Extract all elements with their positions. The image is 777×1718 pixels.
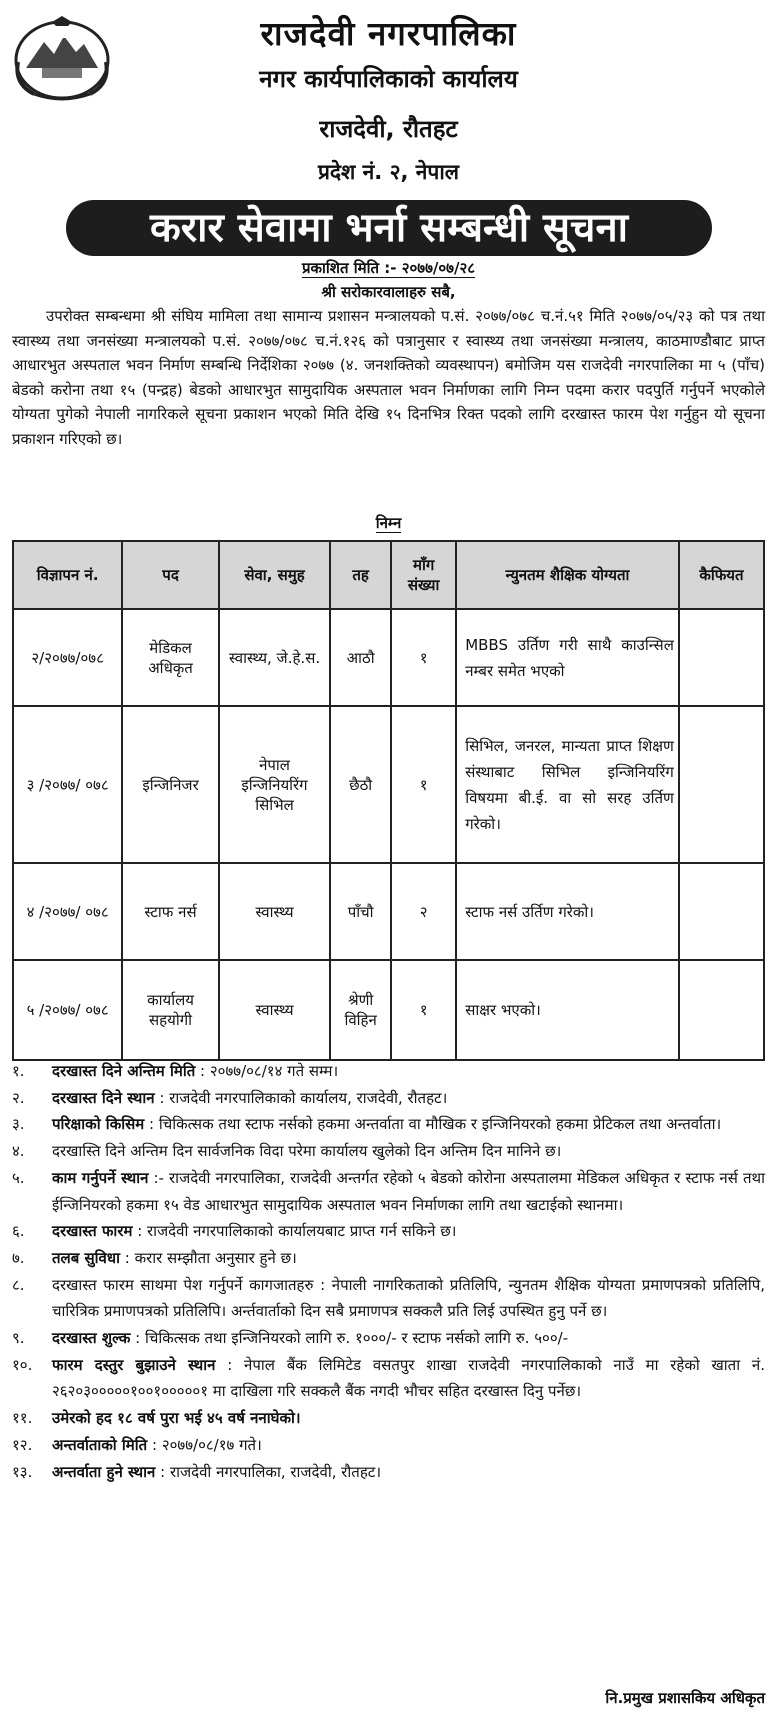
item-text: : २०७७/०८/१४ गते सम्म।: [200, 1062, 339, 1080]
cell-ad-no: ३ /२०७७/ ०७८: [13, 706, 122, 863]
list-item: [12, 1058, 765, 1085]
cell-service-group: नेपाल इन्जिनियरिंग सिभिल: [219, 706, 330, 863]
item-number: ६.: [12, 1222, 25, 1241]
header-ad-no: विज्ञापन नं.: [13, 541, 122, 609]
cell-remarks: [679, 706, 764, 863]
item-number: ८.: [12, 1275, 25, 1294]
cell-min-qualification: स्टाफ नर्स उर्तिण गरेको।: [456, 863, 679, 960]
cell-remarks: [679, 863, 764, 960]
conditions-list: [12, 1058, 765, 1485]
intro-paragraph: उपरोक्त सम्बन्धमा श्री संघिय मामिला तथा सामान्य प्रशासन मन्त्रालयको प.सं. २०७७/०७८ च.नं.५१ मिति २०७७/०५/२३ को पत्र तथा स्वास्थ्य तथा जनसंख्या मन्त्रालयको प.सं. २०७७/०७८ च.नं.१२६ को पत्रानुसार र स्वास्थ्य तथा जनसंख्या मन्त्रालय, काठमाण्डौबाट प्राप्त आधारभुत अस्पताल भवन निर्माण सम्बन्धि निर्देशिका २०७७ (४. जनशक्तिको व्यवस्थापन) बमोजिम यस राजदेवी नगरपालिका मा ५ (पाँच) बेडको करोना तथा १५ (पन्द्रह) बेडको आधारभुत सामुदायिक अस्पताल भवन निर्माणका लागि निम्न पदमा करार पदपुर्ति गर्नुपर्ने भएकोले योग्यता पुगेको नेपाली नागरिकले सूचना प्रकाशन भएको मिति देखि १५ दिनभित्र रिक्त पदको लागि दरखास्त फारम पेश गर्नुहुन यो सूचना प्रकाशन गरिएको छ।: [12, 307, 765, 448]
table-header-row: [13, 541, 764, 609]
list-item: [12, 1405, 765, 1432]
item-label: दरखास्त दिने स्थान: [52, 1088, 155, 1107]
item-text: दरखास्त फारम साथमा पेश गर्नुपर्ने कागजातहरु : नेपाली नागरिकताको प्रतिलिपि, न्युनतम शैक्षिक योग्यता प्रमाणपत्रको प्रतिलिपि, चारित्रिक प्रमाणपत्रको प्रतिलिपि। अर्न्तवार्ताको दिन सबै प्रमाणपत्र सक्कलै प्रति लिई उपस्थित हुनु पर्ने छ।: [52, 1275, 765, 1321]
item-number: ७.: [12, 1248, 25, 1267]
item-label: अन्तर्वाताको मिति: [52, 1435, 148, 1454]
cell-level: छैठौ: [330, 706, 391, 863]
item-text: : २०७७/०८/१७ गते।: [152, 1435, 262, 1454]
published-date: [0, 258, 777, 278]
item-text: : चिकित्सक तथा स्टाफ नर्सको हकमा अन्तर्वाता वा मौखिक र इन्जिनियरको हकमा प्रेटिकल तथा अन्तर्वाता।: [149, 1115, 722, 1134]
cell-min-qualification: MBBS उर्तिण गरी साथै काउन्सिल नम्बर समेत भएको: [456, 609, 679, 706]
item-number: १०.: [12, 1355, 33, 1374]
table-row: [13, 960, 764, 1060]
item-number: ५.: [12, 1168, 25, 1187]
list-item: [12, 1138, 765, 1165]
item-text: :- राजदेवी नगरपालिका, राजदेवी अन्तर्गत रहेको ५ बेडको कोरोना अस्पतालमा मेडिकल अधिकृत र स्टाफ नर्स तथा ईन्जिनियरको हकमा १५ वेड आधारभुत सामुदायिक अस्पताल भवन निर्माणका लागि तथा खटाईको स्थानमा।: [52, 1168, 765, 1214]
list-item: [12, 1432, 765, 1459]
header-post: पद: [122, 541, 219, 609]
list-item: [12, 1218, 765, 1245]
item-label: दरखास्त शुल्क: [52, 1329, 131, 1348]
item-number: ९.: [12, 1329, 25, 1348]
item-number: १.: [12, 1062, 25, 1080]
header-level: तह: [330, 541, 391, 609]
item-label: परिक्षाको किसिम: [52, 1115, 145, 1134]
cell-ad-no: २/२०७७/०७८: [13, 609, 122, 706]
cell-demand-count: १: [391, 960, 456, 1060]
office-name: नगर कार्यपालिकाको कार्यालय: [259, 65, 518, 93]
province-line: प्रदेश नं. २, नेपाल: [317, 160, 460, 184]
cell-remarks: [679, 960, 764, 1060]
office-location: राजदेवी, रौतहट: [319, 115, 458, 143]
cell-ad-no: ५ /२०७७/ ०७८: [13, 960, 122, 1060]
cell-demand-count: १: [391, 609, 456, 706]
list-item: [12, 1245, 765, 1272]
table-caption-text: निम्न: [375, 514, 402, 532]
table-row: [13, 863, 764, 960]
municipality-name: राजदेवी नगरपालिका: [260, 14, 517, 53]
vacancy-table: [12, 540, 765, 1061]
list-item: [12, 1165, 765, 1218]
item-number: ४.: [12, 1142, 25, 1161]
list-item: [12, 1111, 765, 1138]
table-row: [13, 609, 764, 706]
cell-post: स्टाफ नर्स: [122, 863, 219, 960]
item-label: दरखास्त दिने अन्तिम मिति: [52, 1062, 196, 1080]
item-text: : राजदेवी नगरपालिकाको कार्यालय, राजदेवी, रौतहट।: [159, 1088, 448, 1107]
item-text: : राजदेवी नगरपालिकाको कार्यालयबाट प्राप्त गर्न सकिने छ।: [137, 1222, 457, 1241]
item-label: दरखास्त फारम: [52, 1222, 133, 1241]
item-label: फारम दस्तुर बुझाउने स्थान: [52, 1355, 216, 1374]
cell-post: मेडिकल अधिकृत: [122, 609, 219, 706]
item-text: : चिकित्सक तथा इन्जिनियरको लागि रु. १०००/- र स्टाफ नर्सको लागि रु. ५००/-: [135, 1329, 569, 1348]
cell-post: इन्जिनिजर: [122, 706, 219, 863]
item-text: : करार सम्झौता अनुसार हुने छ।: [124, 1248, 297, 1267]
cell-service-group: स्वास्थ्य: [219, 960, 330, 1060]
cell-service-group: स्वास्थ्य, जे.हे.स.: [219, 609, 330, 706]
table-caption: [0, 513, 777, 533]
list-item: [12, 1352, 765, 1405]
cell-demand-count: १: [391, 706, 456, 863]
published-date-text: प्रकाशित मिति :- २०७७/०७/२८: [301, 259, 476, 277]
list-item: [12, 1325, 765, 1352]
list-item: [12, 1085, 765, 1112]
item-text: : राजदेवी नगरपालिका, राजदेवी, रौतहट।: [160, 1462, 382, 1481]
notice-title-banner: करार सेवामा भर्ना सम्बन्धी सूचना: [66, 200, 712, 256]
cell-min-qualification: सिभिल, जनरल, मान्यता प्राप्त शिक्षण संस्थाबाट सिभिल इन्जिनियरिंग विषयमा बी.ई. वा सो सरह उर्तिण गरेको।: [456, 706, 679, 863]
cell-demand-count: २: [391, 863, 456, 960]
header-demand-count: माँग संख्या: [391, 541, 456, 609]
list-item: [12, 1272, 765, 1325]
item-label: अन्तर्वाता हुने स्थान: [52, 1462, 156, 1481]
header-remarks: कैफियत: [679, 541, 764, 609]
list-item: [12, 1459, 765, 1486]
cell-service-group: स्वास्थ्य: [219, 863, 330, 960]
item-number: १३.: [12, 1462, 33, 1481]
item-number: २.: [12, 1088, 25, 1107]
cell-level: आठौ: [330, 609, 391, 706]
cell-min-qualification: साक्षर भएको।: [456, 960, 679, 1060]
salutation: श्री सरोकारवालाहरु सबै,: [321, 283, 456, 301]
cell-level: श्रेणी विहिन: [330, 960, 391, 1060]
item-number: ११.: [12, 1409, 33, 1428]
header-service-group: सेवा, समुह: [219, 541, 330, 609]
table-row: [13, 706, 764, 863]
cell-post: कार्यालय सहयोगी: [122, 960, 219, 1060]
cell-ad-no: ४ /२०७७/ ०७८: [13, 863, 122, 960]
cell-remarks: [679, 609, 764, 706]
header-min-qualification: न्युनतम शैक्षिक योग्यता: [456, 541, 679, 609]
cell-level: पाँचौ: [330, 863, 391, 960]
item-label: काम गर्नुपर्ने स्थान: [52, 1168, 149, 1187]
signature-line: नि.प्रमुख प्रशासकिय अधिकृत: [605, 1689, 765, 1707]
item-label: उमेरको हद १८ वर्ष पुरा भई ४५ वर्ष ननाघेको।: [52, 1409, 301, 1428]
item-label: तलब सुविधा: [52, 1248, 120, 1267]
item-number: १२.: [12, 1435, 33, 1454]
item-text: दरखास्ति दिने अन्तिम दिन सार्वजनिक विदा परेमा कार्यालय खुलेको दिन अन्तिम दिन मानिने छ।: [52, 1142, 562, 1161]
item-text: : नेपाल बैंक लिमिटेड वसतपुर शाखा राजदेवी नगरपालिकाको नाउँ मा रहेको खाता नं. २६२०३०००००१००१०००००१ मा दाखिला गरि सक्कलै बैंक नगदी भौचर सहित दरखास्त दिनु पर्नेछ।: [52, 1355, 765, 1401]
item-number: ३.: [12, 1115, 25, 1134]
